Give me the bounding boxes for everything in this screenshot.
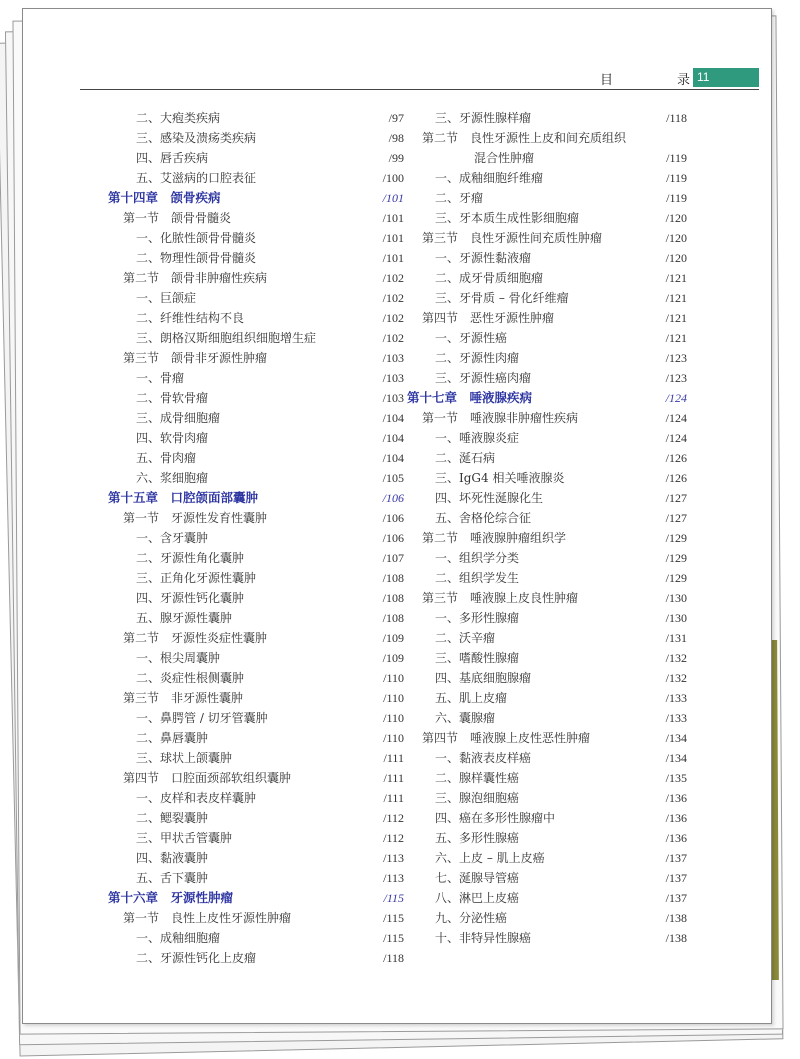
toc-column-right: [407, 108, 687, 948]
toc-entry-title: 第二节 唾液腺肿瘤组织学: [422, 531, 567, 545]
toc-entry-page: /120: [665, 211, 687, 225]
toc-entry[interactable]: [407, 148, 687, 168]
toc-entry-page: /110: [383, 711, 404, 725]
toc-entry-page: /110: [383, 671, 404, 685]
toc-entry[interactable]: [407, 808, 687, 828]
toc-entry-page: /112: [383, 811, 404, 825]
toc-entry-page: /109: [382, 631, 404, 645]
toc-entry[interactable]: [407, 888, 687, 908]
toc-entry-title: 二、成牙骨质细胞瘤: [435, 271, 544, 285]
toc-entry-title: 第二节 良性牙源性上皮和间充质组织: [422, 131, 627, 145]
toc-entry-page: /119: [666, 151, 687, 165]
toc-entry[interactable]: [407, 628, 687, 648]
toc-entry-title: 第四节 唾液腺上皮性恶性肿瘤: [422, 731, 591, 745]
toc-entry-title: 二、腺样囊性癌: [435, 771, 520, 785]
toc-entry[interactable]: [108, 948, 404, 968]
toc-entry-title: 五、舌下囊肿: [136, 871, 209, 885]
toc-entry-page: /113: [383, 871, 404, 885]
toc-entry[interactable]: [108, 568, 404, 588]
toc-entry[interactable]: [407, 288, 687, 308]
toc-entry-page: /111: [383, 751, 404, 765]
toc-entry-page: /126: [665, 451, 687, 465]
toc-entry-page: /101: [382, 191, 404, 205]
toc-entry[interactable]: [407, 108, 687, 128]
toc-entry-title: 四、牙源性钙化囊肿: [136, 591, 245, 605]
toc-section[interactable]: [407, 408, 687, 428]
toc-entry[interactable]: [407, 248, 687, 268]
toc-entry[interactable]: [108, 788, 404, 808]
toc-entry-page: /108: [382, 571, 404, 585]
toc-entry-page: /124: [665, 411, 687, 425]
toc-entry-title: 二、大疱类疾病: [136, 111, 221, 125]
toc-entry-title: 第三节 颌骨非牙源性肿瘤: [123, 351, 268, 365]
toc-entry-title: 三、腺泡细胞癌: [435, 791, 520, 805]
toc-entry-title: 三、成骨细胞瘤: [136, 411, 221, 425]
toc-entry[interactable]: [407, 648, 687, 668]
toc-entry-page: /121: [665, 291, 687, 305]
toc-entry-page: /136: [665, 811, 687, 825]
toc-entry-title: 六、上皮 – 肌上皮癌: [435, 851, 545, 865]
header-page-number: 11: [697, 70, 710, 84]
toc-entry-title: 五、腺牙源性囊肿: [136, 611, 233, 625]
toc-entry-title: 第二节 牙源性炎症性囊肿: [123, 631, 268, 645]
toc-entry-page: /120: [665, 251, 687, 265]
toc-entry-title: 二、牙源性钙化上皮瘤: [136, 951, 257, 965]
toc-entry-title: 第十七章 唾液腺疾病: [407, 390, 533, 405]
toc-entry-page: /123: [665, 351, 687, 365]
toc-entry[interactable]: [407, 908, 687, 928]
toc-entry-page: /106: [382, 491, 404, 505]
toc-entry-title: 第十四章 颌骨疾病: [108, 190, 221, 205]
toc-entry-page: /127: [665, 491, 687, 505]
toc-entry-page: /121: [665, 311, 687, 325]
toc-entry-page: /137: [665, 851, 687, 865]
header-title-right: 录: [676, 73, 690, 88]
toc-entry[interactable]: [407, 268, 687, 288]
toc-entry[interactable]: [108, 528, 404, 548]
toc-entry[interactable]: [407, 708, 687, 728]
toc-entry-page: /106: [382, 511, 404, 525]
toc-entry[interactable]: [108, 708, 404, 728]
toc-entry[interactable]: [108, 248, 404, 268]
toc-entry-page: /109: [382, 651, 404, 665]
toc-entry[interactable]: [108, 128, 404, 148]
toc-entry[interactable]: [108, 748, 404, 768]
toc-entry-page: /115: [383, 891, 404, 905]
toc-entry-title: 第四节 恶性牙源性肿瘤: [422, 311, 555, 325]
toc-entry[interactable]: [108, 928, 404, 948]
toc-entry-title: 四、坏死性涎腺化生: [435, 491, 544, 505]
toc-entry-page: /138: [665, 931, 687, 945]
toc-entry-title: 二、涎石病: [435, 451, 496, 465]
toc-entry-page: /129: [665, 551, 687, 565]
toc-entry-page: /102: [382, 291, 404, 305]
toc-entry-page: /129: [665, 531, 687, 545]
toc-entry-page: /100: [382, 171, 404, 185]
toc-entry-page: /130: [665, 611, 687, 625]
toc-entry[interactable]: [108, 828, 404, 848]
toc-section[interactable]: [108, 268, 404, 288]
toc-entry-title: 一、黏液表皮样癌: [435, 751, 532, 765]
toc-entry-title: 一、根尖周囊肿: [136, 651, 221, 665]
toc-entry-page: /99: [388, 151, 404, 165]
toc-entry-page: /97: [388, 111, 404, 125]
toc-entry-page: /104: [382, 411, 404, 425]
toc-entry-title: 二、炎症性根侧囊肿: [136, 671, 245, 685]
toc-entry[interactable]: [407, 768, 687, 788]
toc-entry-title: 一、唾液腺炎症: [435, 431, 520, 445]
toc-section[interactable]: [108, 908, 404, 928]
toc-entry-title: 三、嗜酸性腺瘤: [435, 651, 520, 665]
toc-entry-title: 九、分泌性癌: [435, 911, 508, 925]
toc-entry-title: 第一节 唾液腺非肿瘤性疾病: [422, 411, 579, 425]
toc-entry-page: /102: [382, 271, 404, 285]
toc-entry-page: /102: [382, 311, 404, 325]
toc-entry-page: /101: [382, 251, 404, 265]
toc-entry-page: /133: [665, 691, 687, 705]
toc-entry[interactable]: [108, 108, 404, 128]
toc-entry-page: /121: [665, 331, 687, 345]
toc-entry-title: 第二节 颌骨非肿瘤性疾病: [123, 271, 268, 285]
toc-entry-title: 七、涎腺导管癌: [435, 871, 520, 885]
toc-section[interactable]: [108, 508, 404, 528]
toc-section[interactable]: [108, 688, 404, 708]
toc-entry-title: 二、鳃裂囊肿: [136, 811, 209, 825]
toc-entry-title: 二、组织学发生: [435, 571, 520, 585]
toc-entry[interactable]: [108, 288, 404, 308]
toc-entry[interactable]: [407, 748, 687, 768]
toc-entry-page: /120: [665, 231, 687, 245]
toc-entry-title: 三、IgG4 相关唾液腺炎: [435, 471, 565, 485]
toc-entry-title: 二、牙源性角化囊肿: [136, 551, 245, 565]
toc-section[interactable]: [407, 308, 687, 328]
toc-entry[interactable]: [407, 788, 687, 808]
toc-entry[interactable]: [108, 328, 404, 348]
toc-entry-title: 三、牙骨质 – 骨化纤维瘤: [435, 291, 569, 305]
toc-entry-page: /110: [383, 691, 404, 705]
toc-entry-title: 五、多形性腺癌: [435, 831, 520, 845]
toc-entry-title: 第三节 非牙源性囊肿: [123, 691, 244, 705]
toc-entry-title: 二、骨软骨瘤: [136, 391, 209, 405]
toc-entry-title: 五、肌上皮瘤: [435, 691, 508, 705]
toc-entry-title: 五、骨肉瘤: [136, 451, 197, 465]
toc-entry-title: 三、牙源性癌肉瘤: [435, 371, 532, 385]
toc-entry-title: 三、甲状舌管囊肿: [136, 831, 233, 845]
toc-entry[interactable]: [407, 928, 687, 948]
toc-entry-title: 五、舍格伦综合征: [435, 511, 532, 525]
toc-entry[interactable]: [407, 668, 687, 688]
toc-entry-title: 三、朗格汉斯细胞组织细胞增生症: [136, 331, 317, 345]
toc-entry[interactable]: [108, 308, 404, 328]
toc-entry-title: 三、牙本质生成性影细胞瘤: [435, 211, 580, 225]
toc-entry[interactable]: [108, 468, 404, 488]
toc-entry[interactable]: [108, 228, 404, 248]
toc-entry-page: /136: [665, 791, 687, 805]
toc-entry-page: /134: [665, 731, 687, 745]
toc-entry-page: /107: [382, 551, 404, 565]
header-rule: [80, 89, 759, 90]
toc-entry-title: 二、物理性颌骨骨髓炎: [136, 251, 257, 265]
toc-entry[interactable]: [108, 168, 404, 188]
toc-entry-page: /119: [666, 171, 687, 185]
toc-entry-page: /115: [383, 931, 404, 945]
toc-entry-title: 第三节 唾液腺上皮良性肿瘤: [422, 591, 579, 605]
toc-entry[interactable]: [407, 448, 687, 468]
toc-entry-title: 一、牙源性黏液瘤: [435, 251, 532, 265]
toc-entry[interactable]: [108, 868, 404, 888]
toc-entry[interactable]: [407, 848, 687, 868]
toc-entry-title: 四、唇舌疾病: [136, 151, 209, 165]
toc-entry[interactable]: [108, 668, 404, 688]
toc-entry-page: /111: [383, 791, 404, 805]
toc-entry-page: /132: [665, 651, 687, 665]
toc-entry-page: /124: [665, 431, 687, 445]
toc-entry-title: 三、感染及溃疡类疾病: [136, 131, 257, 145]
toc-entry-page: /136: [665, 831, 687, 845]
toc-section[interactable]: [108, 768, 404, 788]
toc-entry-title: 一、成釉细胞纤维瘤: [435, 171, 544, 185]
toc-chapter[interactable]: [108, 488, 404, 508]
toc-entry-page: /110: [383, 731, 404, 745]
toc-section[interactable]: [407, 128, 687, 148]
toc-entry[interactable]: [108, 608, 404, 628]
toc-entry[interactable]: [407, 568, 687, 588]
toc-entry-page: /134: [665, 751, 687, 765]
toc-entry-title: 四、基底细胞腺瘤: [435, 671, 532, 685]
toc-entry-title: 四、癌在多形性腺瘤中: [435, 811, 556, 825]
toc-entry-title: 二、牙瘤: [435, 191, 484, 205]
toc-entry[interactable]: [108, 548, 404, 568]
toc-entry-title: 四、黏液囊肿: [136, 851, 209, 865]
toc-entry-title: 第一节 牙源性发育性囊肿: [123, 511, 268, 525]
toc-section[interactable]: [407, 588, 687, 608]
toc-entry-title: 第一节 良性上皮性牙源性肿瘤: [123, 911, 292, 925]
toc-section[interactable]: [108, 628, 404, 648]
toc-chapter[interactable]: [108, 188, 404, 208]
toc-entry-page: /104: [382, 431, 404, 445]
toc-entry-title: 一、骨瘤: [136, 371, 185, 385]
toc-entry-page: /101: [382, 211, 404, 225]
toc-entry-title: 混合性肿瘤: [474, 151, 535, 165]
toc-entry-title: 二、沃辛瘤: [435, 631, 496, 645]
toc-entry[interactable]: [407, 608, 687, 628]
toc-entry[interactable]: [407, 208, 687, 228]
toc-entry-page: /138: [665, 911, 687, 925]
toc-entry[interactable]: [108, 408, 404, 428]
toc-entry-page: /131: [665, 631, 687, 645]
running-header-title: [600, 69, 690, 88]
toc-entry-page: /108: [382, 611, 404, 625]
toc-entry-page: /137: [665, 891, 687, 905]
toc-section[interactable]: [108, 208, 404, 228]
toc-entry-title: 二、鼻唇囊肿: [136, 731, 209, 745]
toc-entry-page: /135: [665, 771, 687, 785]
toc-entry-title: 一、巨颌症: [136, 291, 197, 305]
toc-entry-page: /103: [382, 371, 404, 385]
toc-entry[interactable]: [108, 428, 404, 448]
toc-entry-page: /104: [382, 451, 404, 465]
toc-entry[interactable]: [407, 548, 687, 568]
toc-entry-title: 二、牙源性肉瘤: [435, 351, 520, 365]
toc-entry-page: /103: [382, 391, 404, 405]
toc-entry-title: 第一节 颌骨骨髓炎: [123, 211, 232, 225]
toc-entry-title: 一、皮样和表皮样囊肿: [136, 791, 257, 805]
toc-entry[interactable]: [407, 508, 687, 528]
toc-entry[interactable]: [407, 468, 687, 488]
toc-entry-page: /103: [382, 351, 404, 365]
toc-entry-page: /124: [665, 391, 687, 405]
toc-entry-page: /112: [383, 831, 404, 845]
toc-entry-page: /132: [665, 671, 687, 685]
toc-entry[interactable]: [108, 588, 404, 608]
toc-entry-title: 一、鼻腭管 / 切牙管囊肿: [136, 711, 268, 725]
toc-entry-page: /108: [382, 591, 404, 605]
toc-entry[interactable]: [108, 648, 404, 668]
toc-entry-page: /118: [383, 951, 404, 965]
toc-entry-page: /127: [665, 511, 687, 525]
toc-entry-page: /102: [382, 331, 404, 345]
toc-entry[interactable]: [407, 688, 687, 708]
toc-entry[interactable]: [407, 188, 687, 208]
toc-entry-title: 第四节 口腔面颈部软组织囊肿: [123, 771, 292, 785]
toc-entry[interactable]: [108, 148, 404, 168]
toc-section[interactable]: [407, 728, 687, 748]
toc-entry-page: /121: [665, 271, 687, 285]
toc-entry-title: 一、成釉细胞瘤: [136, 931, 221, 945]
toc-entry-page: /119: [666, 191, 687, 205]
toc-entry[interactable]: [407, 368, 687, 388]
toc-entry-title: 第十六章 牙源性肿瘤: [108, 890, 234, 905]
toc-entry-title: 三、球状上颌囊肿: [136, 751, 233, 765]
toc-entry-title: 十、非特异性腺癌: [435, 931, 532, 945]
toc-chapter[interactable]: [108, 888, 404, 908]
toc-entry-title: 三、正角化牙源性囊肿: [136, 571, 257, 585]
toc-entry-title: 一、组织学分类: [435, 551, 520, 565]
toc-entry[interactable]: [407, 868, 687, 888]
toc-entry-page: /137: [665, 871, 687, 885]
toc-entry[interactable]: [108, 808, 404, 828]
toc-entry-title: 二、纤维性结构不良: [136, 311, 245, 325]
toc-entry-page: /126: [665, 471, 687, 485]
toc-entry[interactable]: [108, 368, 404, 388]
header-title-left: 目: [600, 73, 614, 88]
toc-section[interactable]: [407, 228, 687, 248]
toc-entry-page: /105: [382, 471, 404, 485]
toc-entry[interactable]: [407, 348, 687, 368]
toc-entry-title: 四、软骨肉瘤: [136, 431, 209, 445]
toc-entry[interactable]: [108, 728, 404, 748]
toc-entry-page: /111: [383, 771, 404, 785]
toc-entry[interactable]: [108, 448, 404, 468]
toc-entry-page: /113: [383, 851, 404, 865]
toc-column-left: [108, 108, 404, 968]
toc-entry-title: 第三节 良性牙源性间充质性肿瘤: [422, 231, 603, 245]
toc-entry-page: /106: [382, 531, 404, 545]
toc-entry[interactable]: [108, 388, 404, 408]
toc-entry-page: /115: [383, 911, 404, 925]
toc-entry-title: 五、艾滋病的口腔表征: [136, 171, 257, 185]
toc-entry-title: 第十五章 口腔颌面部囊肿: [108, 490, 259, 505]
toc-entry[interactable]: [407, 428, 687, 448]
toc-entry-page: /133: [665, 711, 687, 725]
toc-entry-page: /118: [666, 111, 687, 125]
toc-section[interactable]: [407, 528, 687, 548]
toc-entry[interactable]: [407, 828, 687, 848]
toc-entry-title: 六、囊腺瘤: [435, 711, 496, 725]
toc-entry-page: /129: [665, 571, 687, 585]
toc-entry-title: 一、含牙囊肿: [136, 531, 209, 545]
toc-entry[interactable]: [407, 168, 687, 188]
toc-entry-title: 三、牙源性腺样瘤: [435, 111, 532, 125]
toc-entry-page: /101: [382, 231, 404, 245]
toc-entry-title: 六、浆细胞瘤: [136, 471, 209, 485]
toc-section[interactable]: [108, 348, 404, 368]
toc-entry-title: 一、牙源性癌: [435, 331, 508, 345]
toc-entry[interactable]: [108, 848, 404, 868]
toc-entry-title: 八、淋巴上皮癌: [435, 891, 520, 905]
toc-entry-title: 一、化脓性颌骨骨髓炎: [136, 231, 257, 245]
toc-entry-page: /130: [665, 591, 687, 605]
toc-entry-title: 一、多形性腺瘤: [435, 611, 520, 625]
toc-entry-page: /123: [665, 371, 687, 385]
toc-chapter[interactable]: [407, 388, 687, 408]
toc-entry[interactable]: [407, 488, 687, 508]
toc-entry-page: /98: [388, 131, 404, 145]
toc-entry[interactable]: [407, 328, 687, 348]
